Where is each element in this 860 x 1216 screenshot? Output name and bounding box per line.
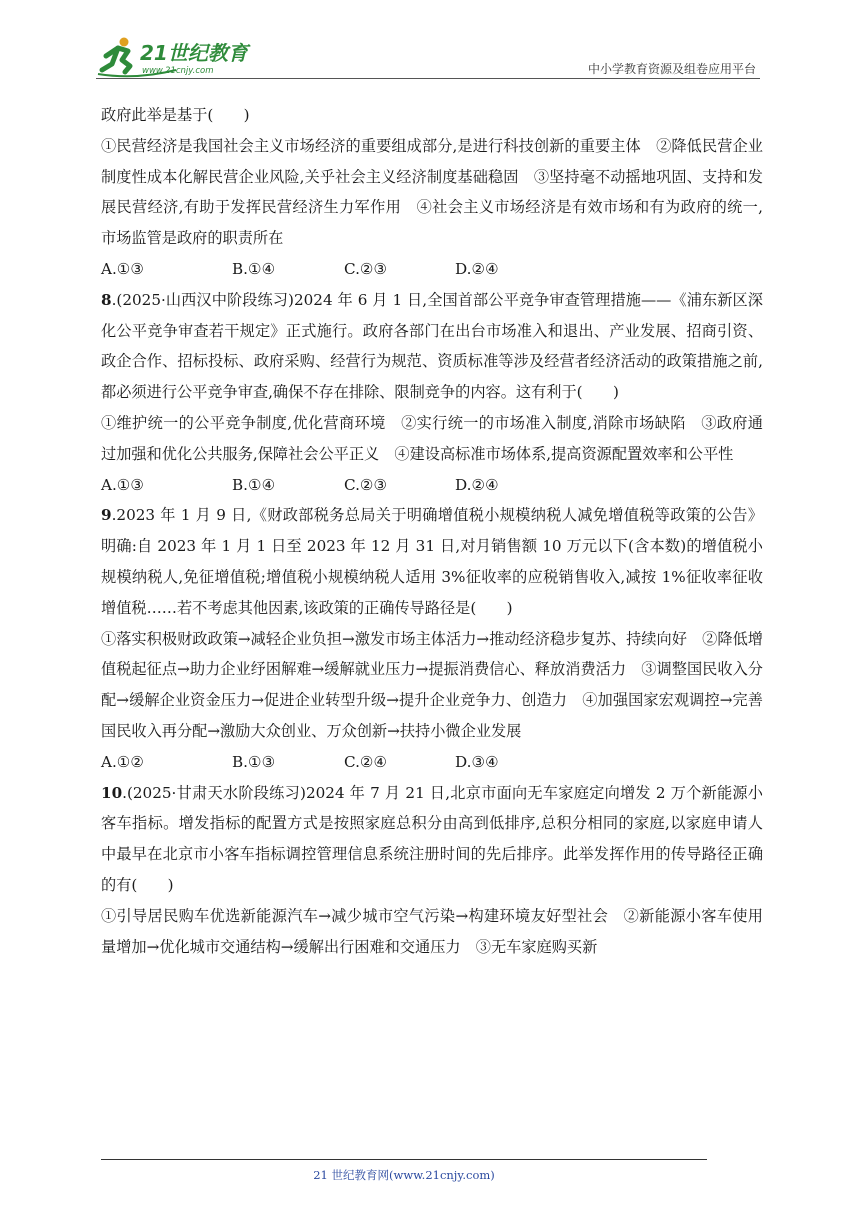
q8-option-a: A.①③ [101, 475, 145, 494]
q10-number: 10 [101, 783, 123, 802]
q9-option-b: B.①③ [232, 752, 276, 771]
q8-option-d: D.②④ [455, 475, 499, 494]
footer-divider [101, 1159, 707, 1160]
platform-name: 中小学教育资源及组卷应用平台 [587, 62, 756, 76]
footer-link[interactable]: 21 世纪教育网(www.21cnjy.com) [313, 1168, 495, 1182]
q8-option-b: B.①④ [232, 475, 276, 494]
q10-statements: ①引导居民购车优选新能源汽车→减少城市空气污染→构建环境友好型社会 ②新能源小客车使用量增加→优化城市交通结构→缓解出行困难和交通压力 ③无车家庭购买新 [101, 906, 763, 956]
q7-option-a: A.①③ [101, 259, 145, 278]
q9-stem [101, 500, 763, 623]
q9-stem-text: .2023 年 1 月 9 日,《财政部税务总局关于明确增值税小规模纳税人减免增值税等政策的公告》明确:自 2023 年 1 月 1 日至 2023 年 12 月 31 日,对月销售额 10 万元以下(含本数)的增值税小规模纳税人,免征增值税;增值税小规模纳税人适用 3%征收率的应税销售收入,减按 1%征收率征收增值税……若不考虑其他因素,该政策的正确传导路径是( ) [101, 506, 763, 617]
q9-option-a: A.①② [101, 752, 145, 771]
q7-option-c: C.②③ [344, 259, 388, 278]
q8-stem-text: .(2025·山西汉中阶段练习)2024 年 6 月 1 日,全国首部公平竞争审查管理措施——《浦东新区深化公平竞争审查若干规定》正式施行。政府各部门在出台市场准入和退出、产业发展、招商引资、政企合作、招标投标、政府采购、经营行为规范、资质标准等涉及经营者经济活动的政策措施之前,都必须进行公平竞争审查,确保不存在排除、限制竞争的内容。这有利于( ) [101, 290, 763, 402]
logo-title: 21世纪教育 [140, 41, 248, 65]
q8-statements: ①维护统一的公平竞争制度,优化营商环境 ②实行统一的市场准入制度,消除市场缺陷 ③政府通过加强和优化公共服务,保障社会公平正义 ④建设高标准市场体系,提高资源配置效率和公平性 [101, 413, 763, 463]
q7-option-d: D.②④ [455, 259, 499, 278]
q9-option-d: D.③④ [455, 752, 499, 771]
q9-statements: ①落实积极财政政策→减轻企业负担→激发市场主体活力→推动经济稳步复苏、持续向好 ②降低增值税起征点→助力企业纾困解难→缓解就业压力→提振消费信心、释放消费活力 ③调整国民收入分配→缓解企业资金压力→促进企业转型升级→提升企业竞争力、创造力 ④加强国家宏观调控→完善国民收入再分配→激励大众创业、万众创新→扶持小微企业发展 [101, 629, 763, 740]
q7-stem-tail: 政府此举是基于( ) [101, 106, 250, 124]
q8-number: 8 [101, 290, 112, 309]
q9-option-c: C.②④ [344, 752, 388, 771]
q8-stem [101, 285, 763, 408]
q7-option-b: B.①④ [232, 259, 276, 278]
q9-number: 9 [101, 506, 112, 525]
q7-statements: ①民营经济是我国社会主义市场经济的重要组成部分,是进行科技创新的重要主体 ②降低民营企业制度性成本化解民营企业风险,关乎社会主义经济制度基础稳固 ③坚持毫不动摇地巩固、支持和发展民营经济,有助于发挥民营经济生力军作用 ④社会主义市场经济是有效市场和有为政府的统一,市场监管是政府的职责所在 [101, 136, 763, 248]
question-content [101, 100, 763, 962]
logo-url: www.21cnjy.com [142, 66, 214, 76]
page-header [96, 34, 760, 80]
q9-options [101, 747, 763, 778]
q10-stem [101, 778, 763, 901]
header-divider [96, 78, 760, 79]
q8-option-c: C.②③ [344, 475, 388, 494]
q10-stem-text: .(2025·甘肃天水阶段练习)2024 年 7 月 21 日,北京市面向无车家庭定向增发 2 万个新能源小客车指标。增发指标的配置方式是按照家庭总积分由高到低排序,总积分相同的家庭,以家庭申请人中最早在北京市小客车指标调控管理信息系统注册时间的先后排序。此举发挥作用的传导路径正确的有( ) [101, 783, 763, 894]
q7-options [101, 254, 763, 285]
21cnjy-logo [96, 34, 266, 80]
q8-options [101, 470, 763, 501]
